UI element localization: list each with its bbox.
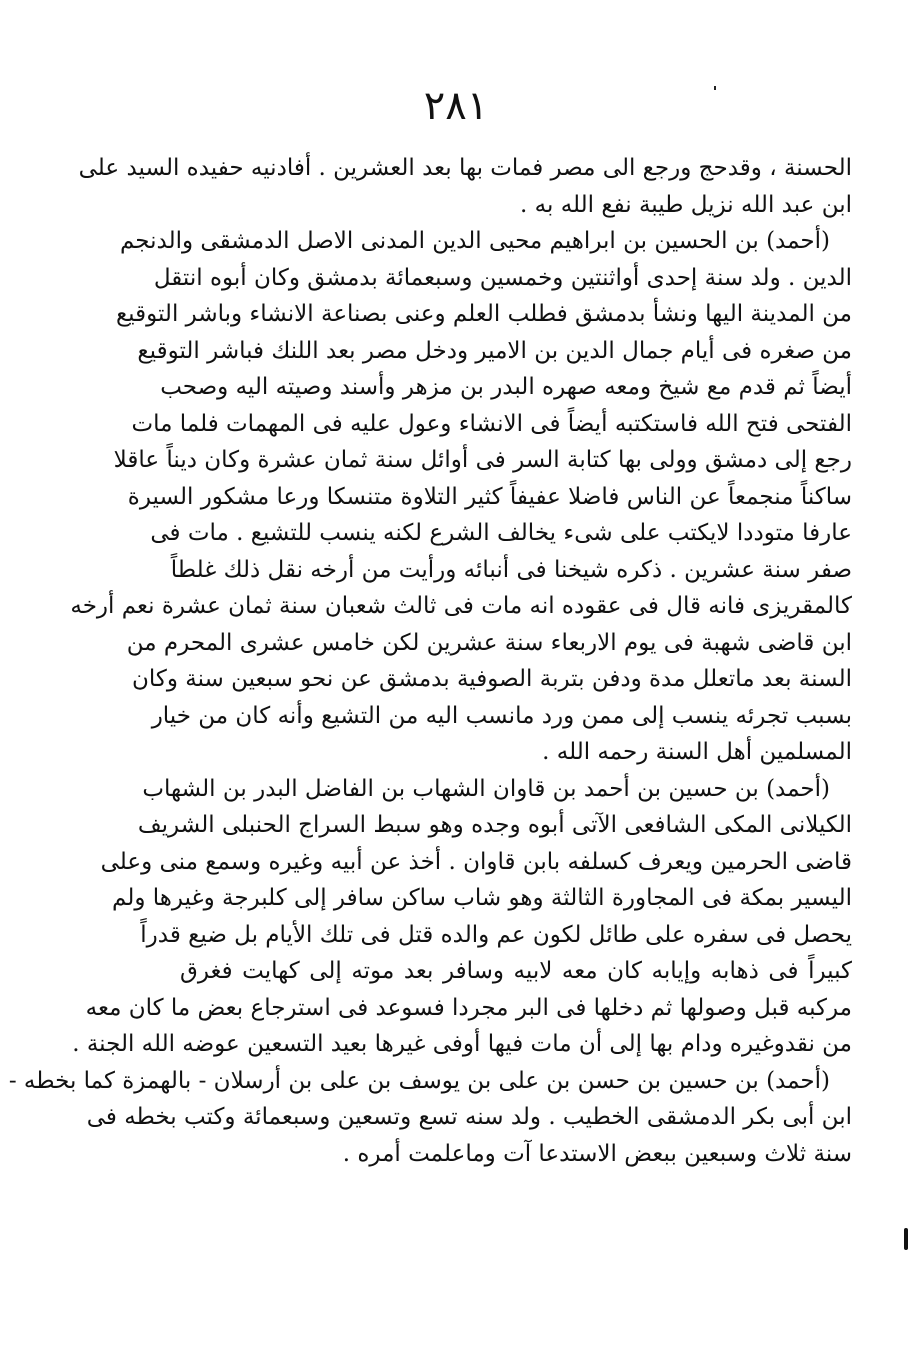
text-line: عارفا متوددا لايكتب على شىء يخالف الشرع لكنه ينسب للتشيع . مات فى (150, 520, 852, 546)
text-line: السنة بعد ماتعلل مدة ودفن بتربة الصوفية بدمشق عن نحو سبعين سنة وكان (131, 666, 852, 692)
text-line: المسلمين أهل السنة رحمه الله . (542, 739, 852, 765)
text-line: سنة ثلاث وسبعين ببعض الاستدعا آت وماعلمت أمره . (342, 1140, 852, 1167)
text-line: الحسنة ، وقدحج ورجع الى مصر فمات بها بعد العشرين . أفادنيه حفيده السيد على (78, 155, 852, 181)
text-line: كالمقريزى فانه قال فى عقوده انه مات فى ثالث شعبان سنة ثمان عشرة نعم أرخه (70, 593, 852, 619)
text-line: الفتحى فتح الله فاستكتبه أيضاً فى الانشاء وعول عليه فى المهمات فلما مات (131, 410, 852, 437)
text-line: ساكناً منجمعاً عن الناس فاضلا عفيفاً كثير التلاوة متنسكا ورعا مشكور السيرة (127, 483, 852, 510)
text-line: أيضاً ثم قدم مع شيخ ومعه صهره البدر بن مزهر وأسند وصيته اليه وصحب (160, 374, 852, 400)
text-line: من نقدوغيره ودام بها إلى أن مات فيها أوفى غيرها بعيد التسعين عوضه الله الجنة . (72, 1031, 852, 1057)
text-line: اليسير بمكة فى المجاورة الثالثة وهو شاب ساكن سافر إلى كلبرجة وغيرها ولم (112, 885, 852, 911)
text-line: من صغره فى أيام جمال الدين بن الامير ودخل مصر بعد اللنك فباشر التوقيع (137, 337, 852, 364)
page-number: ٢٨١ (423, 83, 489, 129)
text-line: ابن عبد الله نزيل طيبة نفع الله به . (520, 191, 852, 218)
print-speck (714, 86, 716, 90)
text-line: من المدينة اليها ونشأ بدمشق فطلب العلم وعنى بصناعة الانشاء وباشر التوقيع (115, 301, 852, 327)
text-line: الدين . ولد سنة إحدى أواثنتين وخمسين وسبعمائة بدمشق وكان أبوه انتقل (153, 264, 852, 291)
text-line: مركبه قبل وصولها ثم دخلها فى البر مجردا فسوعد فى استرجاع بعض ما كان معه (85, 994, 852, 1021)
text-line: ابن أبى بكر الدمشقى الخطيب . ولد سنه تسع وتسعين وسبعمائة وكتب بخطه فى (86, 1104, 852, 1130)
text-line: رجع إلى دمشق وولى بها كتابة السر فى أوائل سنة ثمان عشرة وكان ديناً عاقلا (113, 447, 852, 473)
text-line: (أحمد) بن الحسين بن ابراهيم محيى الدين المدنى الاصل الدمشقى والدنجم (119, 228, 830, 254)
text-line: بسبب تجرئه ينسب إلى ممن ورد مانسب اليه من التشيع وأنه كان من خيار (151, 702, 852, 729)
text-line: (أحمد) بن حسين بن حسن بن على بن يوسف بن على بن أرسلان - بالهمزة كما بخطه - (8, 1067, 830, 1094)
page-text-body (8, 150, 852, 1172)
text-line: قاضى الحرمين ويعرف كسلفه بابن قاوان . أخذ عن أبيه وغيره وسمع منى وعلى (100, 848, 852, 875)
text-line: يحصل فى سفره على طائل لكون عم والده قتل فى تلك الأيام بل ضيع قدراً (140, 921, 852, 948)
text-line: كبيراً فى ذهابه وإيابه كان معه لابيه وسافر بعد موته إلى كهايت فغرق (180, 958, 852, 984)
page-edge-mark (904, 1228, 908, 1250)
text-line: صفر سنة عشرين . ذكره شيخنا فى أنبائه ورأيت من أرخه نقل ذلك غلطاً (170, 556, 852, 583)
text-line: ابن قاضى شهبة فى يوم الاربعاء سنة عشرين لكن خامس عشرى المحرم من (126, 629, 852, 656)
text-line: (أحمد) بن حسين بن أحمد بن قاوان الشهاب بن الفاضل البدر بن الشهاب (142, 775, 830, 802)
text-line: الكيلانى المكى الشافعى الآتى أبوه وجده وهو سبط السراج الحنبلى الشريف (137, 812, 852, 838)
